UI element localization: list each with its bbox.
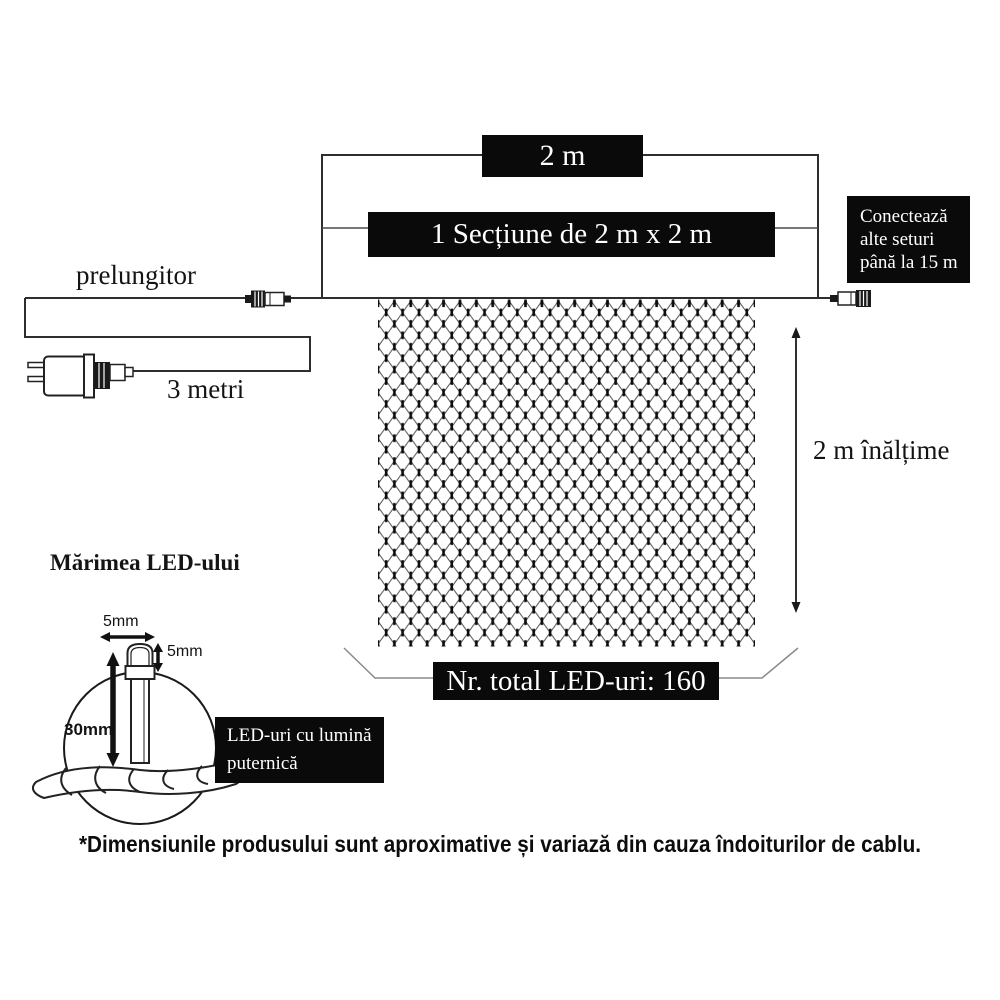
led-size-heading: Mărimea LED-ului [50,550,240,575]
section-label-box [368,212,775,257]
led-tip-height-label: 5mm [167,643,203,660]
led-body-height-label: 30mm [64,720,114,739]
power-plug-icon [28,355,133,398]
led-note-box [215,717,384,783]
connect-note-box [847,196,970,283]
footer-disclaimer: *Dimensiunile produsului sunt aproximative și variază din cauza îndoiturilor de cablu. [78,831,921,857]
section-label: 1 Secțiune de 2 m x 2 m [430,218,713,250]
width-label-box [482,135,643,177]
5mm-width-arrow [100,632,155,642]
connect-note-text: Conectează alte seturi până la 15 m [860,205,958,274]
total-led-box [433,662,719,700]
net-height-label: 2 m înălțime [813,435,950,465]
height-dimension-arrow [792,327,801,613]
led-width-label: 5mm [103,613,139,630]
total-led-label: Nr. total LED-uri: 160 [446,664,706,697]
led-note-text: LED-uri cu lumină puternică [227,724,372,774]
cord-length-label: 3 metri [167,374,245,404]
led-net-graphic [378,300,755,647]
connector-icon [245,291,291,308]
30mm-arrow [107,652,120,767]
width-label: 2 m [539,139,586,172]
connector-icon [830,290,871,307]
extension-cord-label: prelungitor [76,260,196,290]
led-bulb-icon [126,644,155,763]
